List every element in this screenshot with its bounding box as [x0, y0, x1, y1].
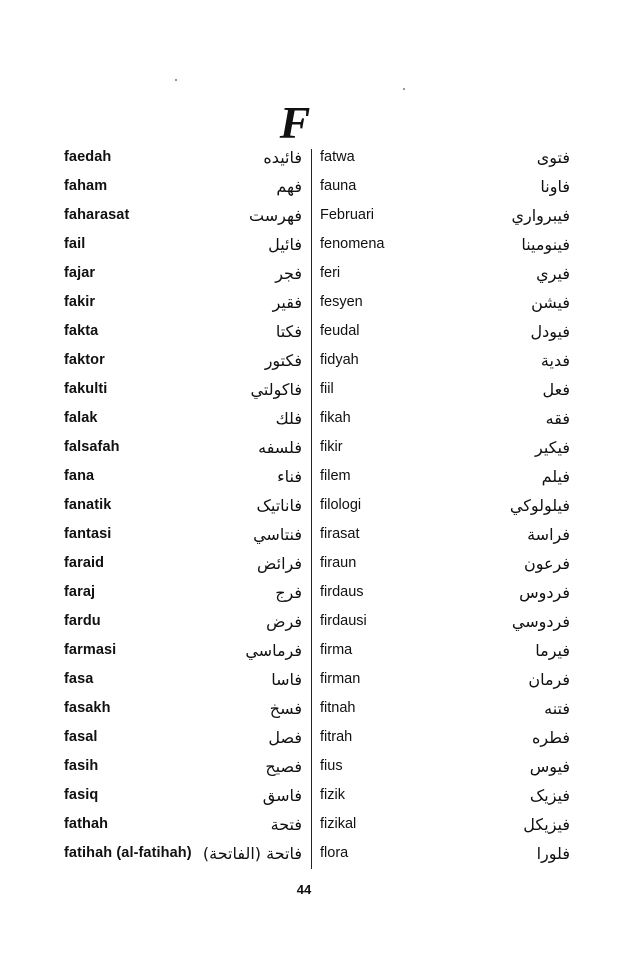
malay-word: firasat [320, 526, 360, 542]
jawi-spelling: فائيل [268, 235, 302, 254]
glossary-entry [320, 433, 570, 462]
glossary-entry [320, 317, 570, 346]
glossary-entry [64, 491, 302, 520]
glossary-entry [320, 462, 570, 491]
malay-word: faham [64, 178, 108, 194]
jawi-spelling: فاتحة (الفاتحة) [202, 844, 302, 863]
section-letter-heading: F [279, 97, 311, 148]
jawi-spelling: فاسق [262, 786, 302, 805]
glossary-entry [64, 839, 302, 868]
print-speck [175, 79, 177, 81]
glossary-entry [64, 723, 302, 752]
glossary-entry [64, 346, 302, 375]
glossary-entry [64, 636, 302, 665]
glossary-entry [64, 259, 302, 288]
glossary-entry [64, 810, 302, 839]
glossary-entry [320, 549, 570, 578]
jawi-spelling: فنتاسي [253, 525, 302, 544]
jawi-spelling: فلسفه [258, 438, 302, 457]
jawi-spelling: فرج [275, 583, 302, 602]
glossary-entry [64, 752, 302, 781]
malay-word: fatihah (al-fatihah) [64, 845, 192, 861]
jawi-spelling: فرماسي [245, 641, 302, 660]
glossary-entry [64, 288, 302, 317]
jawi-spelling: فيشن [531, 293, 570, 312]
glossary-entry [320, 520, 570, 549]
glossary-entry [320, 259, 570, 288]
malay-word: fasakh [64, 700, 111, 716]
malay-word: fius [320, 758, 343, 774]
jawi-spelling: فهرست [249, 206, 302, 225]
jawi-spelling: فلك [275, 409, 302, 428]
jawi-spelling: فيري [536, 264, 570, 283]
glossary-entry [320, 143, 570, 172]
malay-word: fenomena [320, 236, 385, 252]
glossary-entry [320, 607, 570, 636]
glossary-entry [64, 230, 302, 259]
glossary-entry [320, 578, 570, 607]
malay-word: fanatik [64, 497, 112, 513]
malay-word: fathah [64, 816, 109, 832]
malay-word: filem [320, 468, 351, 484]
malay-word: fakir [64, 294, 96, 310]
jawi-spelling: فيزيكل [523, 815, 570, 834]
page-number: 44 [296, 882, 312, 897]
right-glossary-column [320, 143, 570, 868]
jawi-spelling: فاكولتي [250, 380, 302, 399]
glossary-entry [320, 665, 570, 694]
jawi-spelling: فكتور [264, 351, 302, 370]
malay-word: fana [64, 468, 95, 484]
glossary-entry [64, 665, 302, 694]
malay-word: faharasat [64, 207, 130, 223]
glossary-entry [64, 172, 302, 201]
jawi-spelling: فيكير [535, 438, 570, 457]
malay-word: faraid [64, 555, 105, 571]
malay-word: fail [64, 236, 86, 252]
malay-word: firma [320, 642, 353, 658]
jawi-spelling: فقه [545, 409, 570, 428]
jawi-spelling: فينومينا [521, 235, 570, 254]
malay-word: fasih [64, 758, 99, 774]
glossary-entry [320, 230, 570, 259]
malay-word: faktor [64, 352, 105, 368]
jawi-spelling: فلورا [536, 844, 570, 863]
glossary-entry [64, 578, 302, 607]
malay-word: feudal [320, 323, 360, 339]
jawi-spelling: فهم [276, 177, 302, 196]
jawi-spelling: فرمان [528, 670, 570, 689]
malay-word: fasal [64, 729, 98, 745]
jawi-spelling: فسخ [269, 699, 302, 718]
malay-word: fauna [320, 178, 357, 194]
glossary-entry [320, 346, 570, 375]
glossary-entry [64, 375, 302, 404]
glossary-entry [320, 288, 570, 317]
glossary-entry [64, 143, 302, 172]
malay-word: Februari [320, 207, 374, 223]
jawi-spelling: فائيده [263, 148, 302, 167]
malay-word: fardu [64, 613, 101, 629]
jawi-spelling: فصيح [265, 757, 302, 776]
glossary-entry [320, 839, 570, 868]
malay-word: firdaus [320, 584, 364, 600]
jawi-spelling: فجر [275, 264, 302, 283]
malay-word: fasa [64, 671, 94, 687]
jawi-spelling: فراسة [527, 525, 570, 544]
glossary-entry [320, 694, 570, 723]
jawi-spelling: فدية [540, 351, 570, 370]
glossary-entry [320, 375, 570, 404]
glossary-entry [64, 201, 302, 230]
malay-word: fikir [320, 439, 343, 455]
malay-word: farmasi [64, 642, 117, 658]
jawi-spelling: فرائض [257, 554, 302, 573]
jawi-spelling: فيرما [535, 641, 570, 660]
malay-word: fatwa [320, 149, 355, 165]
malay-word: firman [320, 671, 361, 687]
glossary-entry [64, 549, 302, 578]
malay-word: fizik [320, 787, 345, 803]
jawi-spelling: فيلم [541, 467, 570, 486]
malay-word: fizikal [320, 816, 357, 832]
malay-word: fikah [320, 410, 351, 426]
malay-word: fajar [64, 265, 96, 281]
glossary-entry [64, 694, 302, 723]
malay-word: filologi [320, 497, 362, 513]
jawi-spelling: فطره [532, 728, 570, 747]
jawi-spelling: فكتا [275, 322, 302, 341]
malay-word: flora [320, 845, 349, 861]
jawi-spelling: فيودل [530, 322, 570, 341]
malay-word: fakta [64, 323, 99, 339]
malay-word: falsafah [64, 439, 120, 455]
jawi-spelling: فتنه [544, 699, 570, 718]
malay-word: fakulti [64, 381, 108, 397]
glossary-entry [64, 404, 302, 433]
glossary-entry [320, 491, 570, 520]
jawi-spelling: فردوس [519, 583, 570, 602]
malay-word: fiil [320, 381, 334, 397]
column-divider [311, 149, 312, 869]
left-glossary-column [64, 143, 302, 868]
jawi-spelling: فاسا [271, 670, 302, 689]
jawi-spelling: فصل [268, 728, 302, 747]
glossary-entry [64, 317, 302, 346]
glossary-entry [320, 752, 570, 781]
malay-word: fantasi [64, 526, 112, 542]
jawi-spelling: فرض [266, 612, 302, 631]
glossary-entry [320, 723, 570, 752]
glossary-entry [320, 172, 570, 201]
jawi-spelling: فرعون [523, 554, 570, 573]
jawi-spelling: فناء [277, 467, 302, 486]
jawi-spelling: فيزيک [529, 786, 570, 805]
jawi-spelling: فقير [272, 293, 302, 312]
glossary-entry [320, 781, 570, 810]
malay-word: firaun [320, 555, 357, 571]
malay-word: fitrah [320, 729, 353, 745]
malay-word: faedah [64, 149, 112, 165]
malay-word: fesyen [320, 294, 363, 310]
glossary-entry [64, 433, 302, 462]
jawi-spelling: فعل [542, 380, 570, 399]
glossary-entry [64, 462, 302, 491]
jawi-spelling: فاناتيک [256, 496, 302, 515]
glossary-entry [64, 520, 302, 549]
print-speck [403, 88, 405, 90]
glossary-entry [320, 201, 570, 230]
jawi-spelling: فيوس [529, 757, 570, 776]
glossary-entry [320, 404, 570, 433]
jawi-spelling: فيبرواري [511, 206, 570, 225]
glossary-entry [320, 636, 570, 665]
malay-word: fidyah [320, 352, 359, 368]
jawi-spelling: فاونا [540, 177, 570, 196]
malay-word: feri [320, 265, 341, 281]
jawi-spelling: فيلولوكي [509, 496, 570, 515]
jawi-spelling: فتحة [270, 815, 302, 834]
jawi-spelling: فردوسي [511, 612, 570, 631]
malay-word: fitnah [320, 700, 356, 716]
malay-word: falak [64, 410, 98, 426]
glossary-entry [320, 810, 570, 839]
malay-word: faraj [64, 584, 96, 600]
glossary-entry [64, 607, 302, 636]
malay-word: firdausi [320, 613, 367, 629]
glossary-entry [64, 781, 302, 810]
malay-word: fasiq [64, 787, 99, 803]
jawi-spelling: فتوى [536, 148, 570, 167]
